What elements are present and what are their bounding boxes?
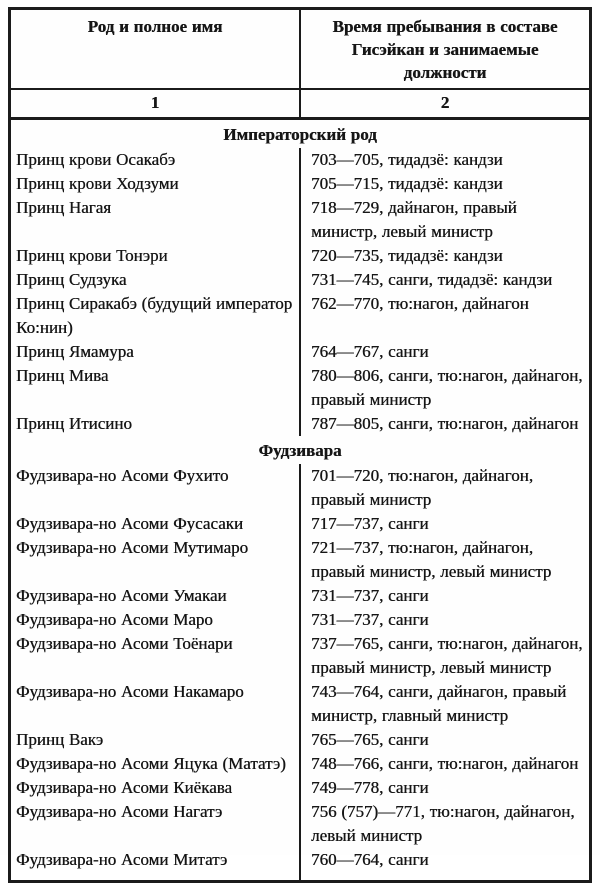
column-number-1: 1 [10, 89, 301, 119]
section-title: Императорский род [223, 125, 377, 144]
tenure-and-positions: 760—764, санги [300, 848, 591, 882]
table-row [10, 464, 591, 512]
person-name: Фудзивара-но Асоми Нагатэ [16, 802, 223, 821]
table-row [10, 512, 591, 536]
table-row [10, 292, 591, 340]
person-name: Принц Мива [16, 366, 109, 385]
section-title: Фудзивара [258, 441, 342, 460]
table-row [10, 268, 591, 292]
person-name: Фудзивара-но Асоми Мутимаро [16, 538, 249, 557]
person-name: Принц Вакэ [16, 730, 104, 749]
table-row [10, 244, 591, 268]
person-name: Фудзивара-но Асоми Умакаи [16, 586, 227, 605]
table-row [10, 148, 591, 172]
table-row [10, 848, 591, 882]
person-name: Принц Судзука [16, 270, 127, 289]
tenure-and-positions: 731—737, санги [300, 608, 591, 632]
tenure-and-positions: 703—705, тидадзё: кандзи [300, 148, 591, 172]
person-name: Фудзивара-но Асоми Накамаро [16, 682, 244, 701]
person-name: Фудзивара-но Асоми Яцука (Мататэ) [16, 754, 286, 773]
person-name: Принц Сиракабэ (будущий император Ко:нин) [16, 294, 293, 337]
tenure-and-positions: 749—778, санги [300, 776, 591, 800]
person-name: Принц крови Осакабэ [16, 150, 176, 169]
header-row [10, 9, 591, 90]
table-row [10, 196, 591, 244]
table-row [10, 752, 591, 776]
tenure-and-positions: 720—735, тидадзё: кандзи [300, 244, 591, 268]
person-name: Фудзивара-но Асоми Митатэ [16, 850, 228, 869]
person-name: Фудзивара-но Асоми Фусасаки [16, 514, 243, 533]
table-row [10, 800, 591, 848]
person-name: Фудзивара-но Асоми Фухито [16, 466, 229, 485]
person-name: Принц Нагая [16, 198, 111, 217]
person-name: Принц крови Ходзуми [16, 174, 179, 193]
tenure-and-positions: 780—806, санги, тю:нагон, дайнагон, правый министр [300, 364, 591, 412]
tenure-and-positions: 731—737, санги [300, 584, 591, 608]
person-name: Фудзивара-но Асоми Маро [16, 610, 213, 629]
tenure-and-positions: 787—805, санги, тю:нагон, дайнагон [300, 412, 591, 436]
table-row [10, 340, 591, 364]
table-row [10, 632, 591, 680]
person-name: Принц крови Тонэри [16, 246, 168, 265]
tenure-and-positions: 737—765, санги, тю:нагон, дайнагон, правый министр, левый министр [300, 632, 591, 680]
table-row [10, 680, 591, 728]
tenure-and-positions: 764—767, санги [300, 340, 591, 364]
tenure-and-positions: 705—715, тидадзё: кандзи [300, 172, 591, 196]
column-header-tenure: Время пребывания в составе Гисэйкан и занимаемые должности [300, 9, 591, 90]
table-row [10, 536, 591, 584]
table-row [10, 364, 591, 412]
tenure-and-positions: 721—737, тю:нагон, дайнагон, правый министр, левый министр [300, 536, 591, 584]
table-row [10, 776, 591, 800]
person-name: Фудзивара-но Асоми Тоёнари [16, 634, 233, 653]
table-row [10, 172, 591, 196]
table-row [10, 412, 591, 436]
tenure-and-positions: 756 (757)—771, тю:нагон, дайнагон, левый министр [300, 800, 591, 848]
column-number-2: 2 [300, 89, 591, 119]
section-row [10, 119, 591, 149]
tenure-and-positions: 701—720, тю:нагон, дайнагон, правый министр [300, 464, 591, 512]
tenure-and-positions: 718—729, дайнагон, правый министр, левый министр [300, 196, 591, 244]
column-header-name: Род и полное имя [10, 9, 301, 90]
tenure-and-positions: 748—766, санги, тю:нагон, дайнагон [300, 752, 591, 776]
table-body [10, 119, 591, 882]
tenure-and-positions: 731—745, санги, тидадзё: кандзи [300, 268, 591, 292]
table-header [10, 9, 591, 119]
tenure-and-positions: 762—770, тю:нагон, дайнагон [300, 292, 591, 340]
person-name: Принц Ямамура [16, 342, 134, 361]
column-number-row [10, 89, 591, 119]
tenure-and-positions: 765—765, санги [300, 728, 591, 752]
giseikan-membership-table [8, 7, 592, 883]
table-row [10, 608, 591, 632]
tenure-and-positions: 717—737, санги [300, 512, 591, 536]
section-row [10, 436, 591, 464]
table-row [10, 728, 591, 752]
person-name: Принц Итисино [16, 414, 132, 433]
person-name: Фудзивара-но Асоми Киёкава [16, 778, 232, 797]
table-row [10, 584, 591, 608]
tenure-and-positions: 743—764, санги, дайнагон, правый министр, главный министр [300, 680, 591, 728]
